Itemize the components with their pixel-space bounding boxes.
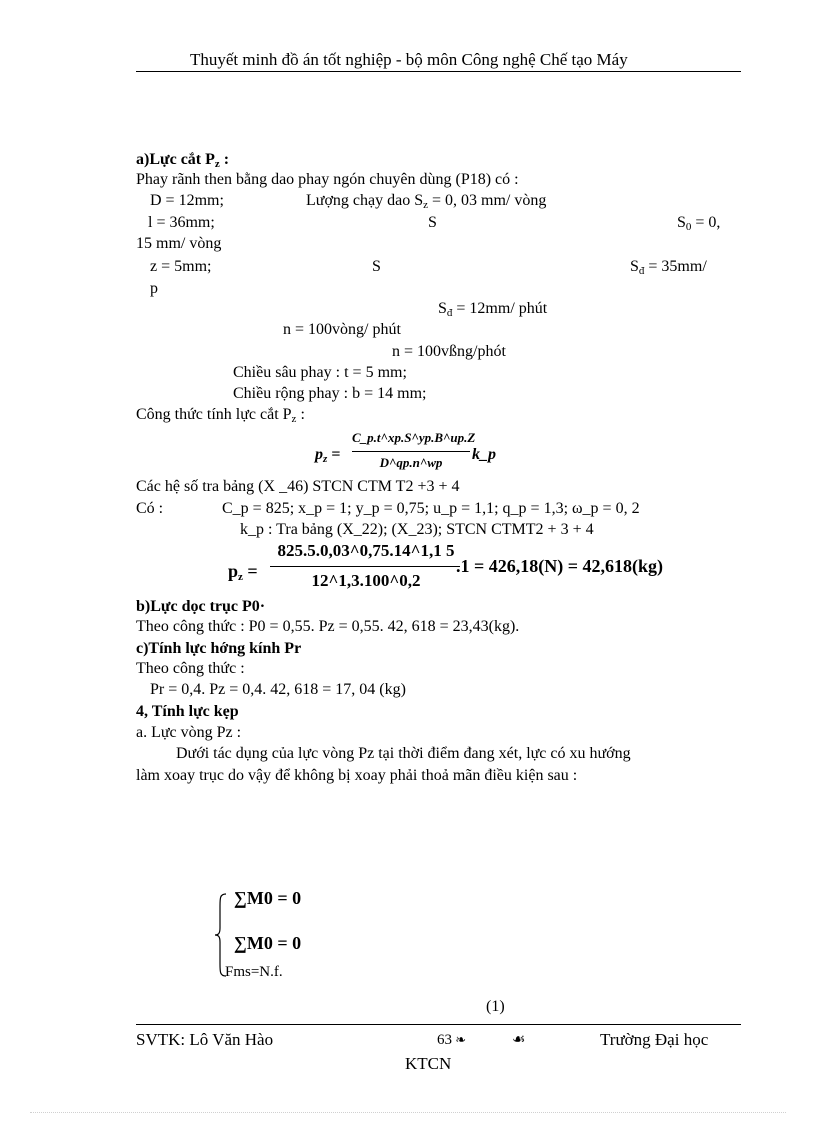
page-bottom-dotted-rule — [30, 1112, 786, 1113]
param-l: l = 36mm; — [148, 214, 215, 231]
section-b-heading: b)Lực dọc trục P0· — [136, 598, 266, 615]
section-c-intro: Theo công thức : — [136, 660, 245, 677]
formula1-lhs: $p_z$ = — [315, 446, 341, 465]
param-width: Chiều rộng phay : b = 14 mm; — [233, 385, 427, 402]
equation-number: (1) — [486, 998, 505, 1015]
section-4-para2: làm xoay trục do vậy để không bị xoay phải thoả mãn điều kiện sau : — [136, 767, 578, 784]
footer-school-cont: KTCN — [405, 1054, 452, 1073]
param-n1: n = 100vòng/ phút — [283, 321, 401, 338]
ornament-right-icon: ☙ — [512, 1032, 526, 1048]
param-s-mid: S — [428, 214, 437, 231]
footer-author: SVTK: Lô Văn Hào — [136, 1030, 274, 1049]
footer-page-number: 63 ❧ — [437, 1032, 467, 1048]
footer-rule — [136, 1024, 741, 1025]
header-rule — [136, 71, 741, 72]
system-eq1: ∑M0 = 0 — [234, 888, 302, 908]
param-s0: $S_0 = 0$, — [677, 214, 721, 233]
section-a-intro: Phay rãnh then bằng dao phay ngón chuyên dùng (P18) có : — [136, 171, 519, 188]
formula1-fraction-line — [352, 451, 470, 452]
param-z: z = 5mm; — [150, 258, 212, 275]
ornament-left-icon: ❧ — [452, 1032, 467, 1047]
param-sd-12: $S_đ = 12mm/$ phút — [438, 300, 548, 319]
section-c-heading: c)Tính lực hớng kính Pr — [136, 640, 302, 657]
formula2-fraction-line — [270, 566, 460, 567]
section-4-para1: Dưới tác dụng của lực vòng Pz tại thời điểm đang xét, lực có xu hướng — [176, 745, 631, 762]
formula2-numerator: 825.5.0,03^0,75.14^1,1 5 — [277, 541, 455, 560]
header-title: Thuyết minh đồ án tốt nghiệp - bộ môn Công nghệ Chế tạo Máy — [190, 50, 628, 69]
param-sz: Lượng chạy dao $S_z = 0$, 03 mm/ vòng — [306, 192, 547, 211]
param-sd: $S_đ = 35mm/$ — [630, 258, 707, 277]
formula2-result: .1 = 426,18(N) = 42,618(kg) — [456, 556, 663, 576]
formula1-numerator: C_p.t^xp.S^yp.B^up.Z — [352, 430, 476, 445]
system-eq3: Fms=N.f. — [225, 964, 283, 980]
formula-intro: Công thức tính lực cắt $P_z$ : — [136, 406, 305, 425]
co-label: Có : — [136, 500, 164, 517]
param-s0-cont: 15 mm/ vòng — [136, 235, 222, 252]
param-sd-cont: p — [150, 280, 158, 297]
section-c-line: Pr = 0,4. Pz = 0,4. 42, 618 = 17, 04 (kg) — [150, 681, 406, 698]
formula2-denominator: 12^1,3.100^0,2 — [311, 571, 421, 590]
system-eq2: ∑M0 = 0 — [234, 933, 302, 953]
section-a-heading: a)Lực cắt $P_z$ : — [136, 151, 230, 170]
section-b-intro: Theo công thức : P0 = 0,55. Pz = 0,55. 42, 618 = 23,43(kg). — [136, 618, 520, 635]
section-4-sub-a: a. Lực vòng Pz : — [136, 724, 242, 741]
coef-intro: Các hệ số tra bảng (X _46) STCN CTM T2 +3 + 4 — [136, 478, 460, 495]
param-n2: n = 100vßng/phót — [392, 343, 506, 360]
formula1-denominator: D^qp.n^wp — [379, 455, 443, 470]
section-4-heading: 4, Tính lực kẹp — [136, 703, 239, 720]
param-s-mid2: S — [372, 258, 381, 275]
param-depth: Chiều sâu phay : t = 5 mm; — [233, 364, 407, 381]
coef-line: C_p = 825; x_p = 1; y_p = 0,75; u_p = 1,1; q_p = 1,3; ω_p = 0, 2 — [222, 500, 640, 517]
formula1-rhs: k_p — [472, 446, 496, 463]
param-d: D = 12mm; — [150, 192, 224, 209]
formula2-lhs: $p_z$ = — [228, 561, 258, 583]
footer-school: Trường Đại học — [600, 1030, 709, 1049]
kp-line: k_p : Tra bảng (X_22); (X_23); STCN CTMT2 + 3 + 4 — [240, 521, 594, 538]
